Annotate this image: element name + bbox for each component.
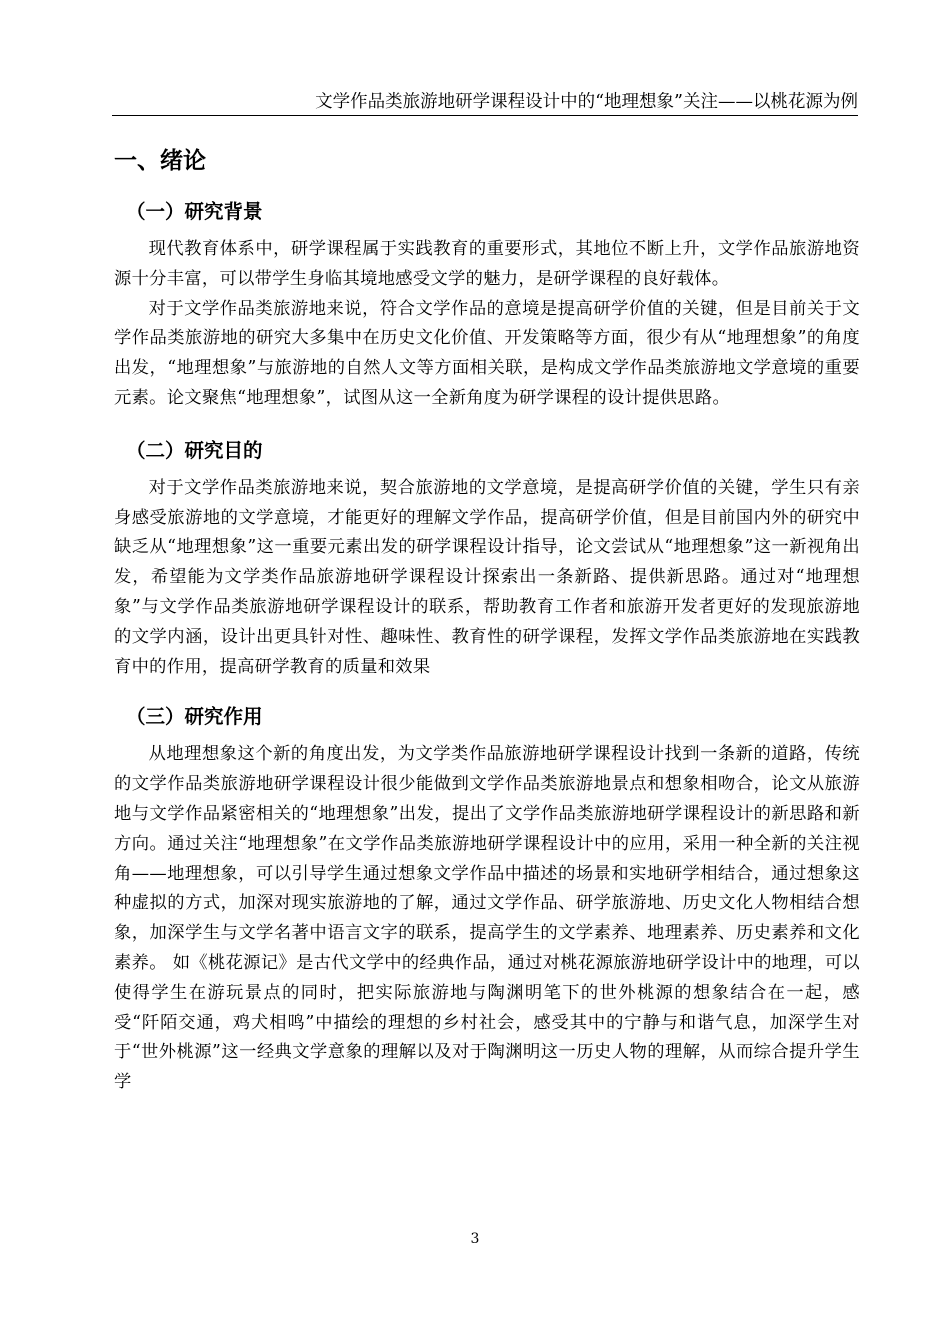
running-header-title: 文学作品类旅游地研学课程设计中的“地理想象”关注——以桃花源为例 [315,92,858,112]
header-divider [112,115,858,116]
page-body [114,141,860,1098]
section-title-research-significance: （三）研究作用 [126,705,263,729]
chapter-title: 一、绪论 [114,148,206,174]
section-title-research-purpose: （二）研究目的 [126,438,263,462]
section-title-research-background: （一）研究背景 [126,200,263,223]
paragraph-background-1: 现代教育体系中，研学课程属于实践教育的重要形式，其地位不断上升，文学作品旅游地资源十分丰富，可以带学生身临其境地感受文学的魅力，是研学课程的良好载体。 [114,239,860,289]
paragraph-significance-1: 从地理想象这个新的角度出发，为文学类作品旅游地研学课程设计找到一条新的道路，传统的文学作品类旅游地研学课程设计很少能做到文学作品类旅游地景点和想象相吻合，论文从旅游地与文学作品紧密相关的“地理想象”出发，提出了文学作品类旅游地研学课程设计的新思路和新方向。通过关注“地理想象”在文学作品类旅游地研学课程设计中的应用，采用一种全新的关注视角——地理想象，可以引导学生通过想象文学作品中描述的场景和实地研学相结合，通过想象这种虚拟的方式，加深对现实旅游地的了解，通过文学作品、研学旅游地、历史文化人物相结合想象，加深学生与文学名著中语言文字的联系，提高学生的文学素养、地理素养、历史素养和文化素养。 如《桃花源记》是古代文学中的经典作品，通过对桃花源旅游地研学设计中的地理，可以使得学生在游玩景点的同时，把实际旅游地与陶渊明笔下的世外桃源的想象结合在一起，感受“阡陌交通，鸡犬相鸣”中描绘的理想的乡村社会，感受其中的宁静与和谐气息，加深学生对于“世外桃源”这一经典文学意象的理解以及对于陶渊明这一历史人物的理解，从而综合提升学生学 [114,744,860,1093]
paragraph-purpose-1: 对于文学作品类旅游地来说，契合旅游地的文学意境，是提高研学价值的关键，学生只有亲身感受旅游地的文学意境，才能更好的理解文学作品，提高研学价值，但是目前国内外的研究中缺乏从“地理想象”这一重要元素出发的研学课程设计指导，论文尝试从“地理想象”这一新视角出发，希望能为文学类作品旅游地研学课程设计探索出一条新路、提供新思路。通过对“地理想象”与文学作品类旅游地研学课程设计的联系，帮助教育工作者和旅游开发者更好的发现旅游地的文学内涵，设计出更具针对性、趣味性、教育性的研学课程，发挥文学作品类旅游地在实践教育中的作用，提高研学教育的质量和效果 [114,477,860,677]
paragraph-background-2: 对于文学作品类旅游地来说，符合文学作品的意境是提高研学价值的关键，但是目前关于文学作品类旅游地的研究大多集中在历史文化价值、开发策略等方面，很少有从“地理想象”的角度出发，“地理想象”与旅游地的自然人文等方面相关联，是构成文学作品类旅游地文学意境的重要元素。论文聚焦“地理想象”，试图从这一全新角度为研学课程的设计提供思路。 [114,298,860,408]
page-number: 3 [470,1231,480,1247]
